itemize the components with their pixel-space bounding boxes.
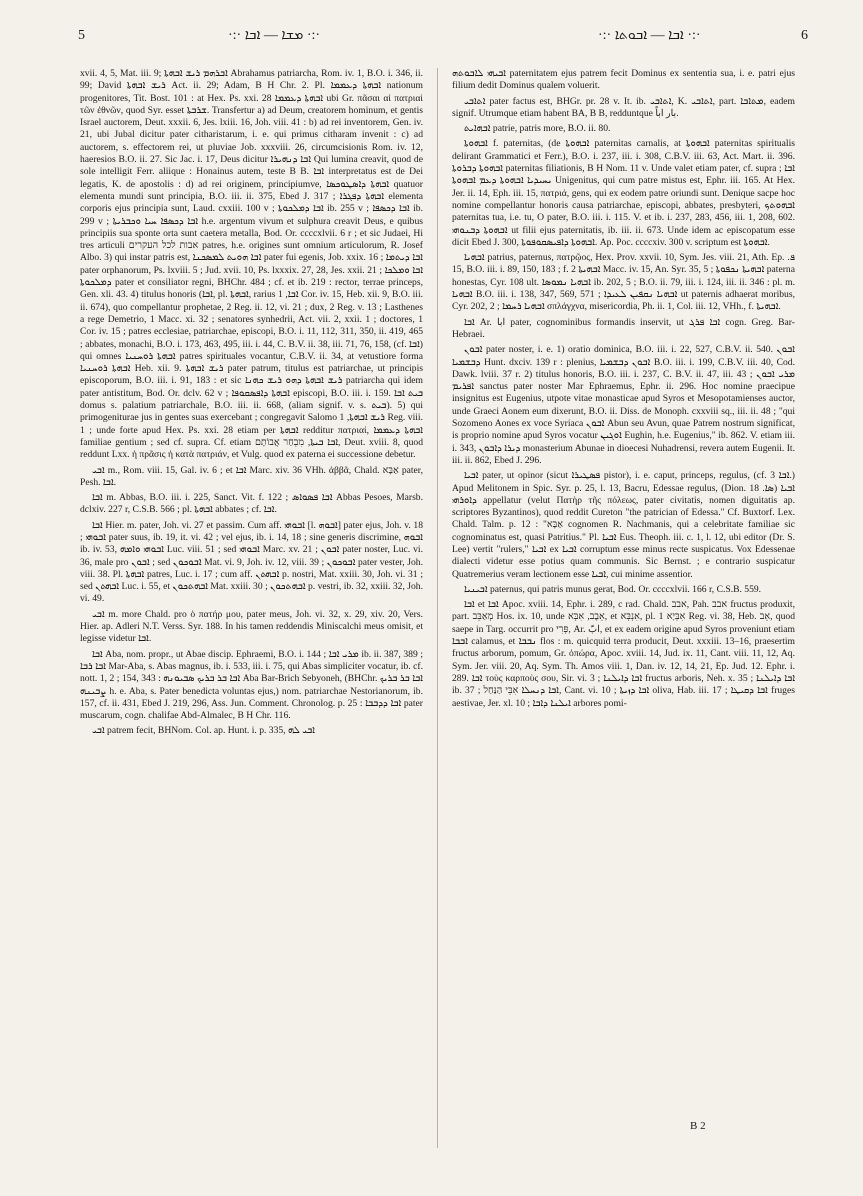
page-number-left: 5 [78, 28, 85, 43]
entry-paragraph: ܐܒܝ m., Rom. viii. 15, Gal. iv. 6 ; et ܐܒܐ Marc. xiv. 36 VHh. ἀββᾶ, Chald. אַבָּא pater, Pesh. ܐܒܐ. [80, 464, 423, 488]
entry-paragraph: ܐܒܝܗܝ ܠܐܒܘܬܗ paternitatem ejus patrem fecit Dominus ex sententia sua, i. e. patri ejus filium dedit Dominus qualem voluerit. [452, 68, 795, 92]
entry-paragraph: ܐܬܐܒܝ pater factus est, BHGr. pr. 28 v. It. ib. ܐܬܐܒܝ, K. ܐܬܐܒܝ, part. ܡܬܐܒܐ, eadem signif. Utrumque etiam habent BA, B B, redduntque بار اباً. [452, 95, 795, 119]
entry-paragraph: ܐܒܗܘܬܐ f. paternitas, (de ܐܒܗܘܬܐ paternitas carnalis, at ܐܒܗܘܬܐ paternitas spiritualis delirant Grammatici et Ferr.), B.O. i. 237, iii. i. 308, C.B.V. iii. 63, Act. Mart. ii. 396. ܐܒܗܘܬܐ ܕܒܪܘܬܐ paternitas filiationis, B H Nom. 11 v. Unde valet etiam pater, cf. supra ܐܒܐ ; ܝܚܝܕܝܐ ܐܒܗܘܬܐ ܕܥܡ ܐܒܗܘܬܐ Unigenitus, qui cum patre mistus est, Ephr. iii. 165. At Hex. Jer. ii. 14, Eph. iii. 15, πατριά, gens, qui ex eodem patre oriundi sunt. Denique sacpe hoc nomine compellantur honoris causa patriarchae, episcopi, abbates, presbyteri, ܐܒܗܘܬܟ paternitas tua, i.e. tu, O pater, B.O. iii. i. 115. V. et ib. i. 237, 283, 456, iii. 1, 208, 602. ܐܒܗܘܬܐ ܕܒܢܘܗܝ ut filii ejus paternitatis, ib. iii. ii. 673. Unde idem ac episcopatum esse dicit Ebed J. 300, ܐܒܗܘܬܐ ܕܐܦܝܣܩܘܦܘܬܐ. Ap. Poc. ccccxiv. 300 v. scriptum est ܐܒܗܘܬܐ. [452, 138, 795, 248]
entry-paragraph: ܐܒܐ Ar. ابا pater, cognominibus formandis inservit, ut ܐܒܐ ܦܪܓ cogn. Greg. Bar-Hebraei. [452, 316, 795, 340]
page-number-right: 6 [801, 28, 808, 43]
entry-paragraph: ܐܒܝ m. more Chald. pro ὁ πατήρ μου, pater meus, Joh. vi. 32, x. 29, xiv. 20, Vers. Hier. ap. Adleri N.T. Verss. Syr. 188. In his tamen reddendis Miniscalchi meus omisit, et legisse videtur ܐܒܐ. [80, 608, 423, 645]
entry-paragraph: ܐܒܐ m. Abbas, B.O. iii. i. 225, Sanct. Vit. f. 122 ; ܐܒܐ ܦܣܘܐܣ Abbas Pesoes, Marsb. dclxiv. 227 r, C.S.B. 566 ; pl. ܐܒܗܬܐ abbates ; cf. ܐܒܐ. [80, 492, 423, 516]
entry-paragraph: ܐܒܐ Hier. m. pater, Joh. vi. 27 et passim. Cum aff. ܐܒܘܗܝ [l. ܐܒܘܗ] pater ejus, Joh. v. 18 ; ܐܒܘܗܝ pater suus, ib. 19, it. vi. 42 ; vel ejus, ib. i. 14, 18 ; sine generis discrimine, ܐܒܘܗ ib. iv. 53, ܐܒܘܗܝ ܘܐܡܗ Luc. viii. 51 ; sed ܐܒܘܗܝ Marc. xv. 21 ; ܐܒܘܢ pater noster, Luc. vi. 36, male pro ܐܒܘܢ ; sed ܐܒܘܟܘܢ Mat. vi. 9, Joh. iv. 12, viii. 39 ; ܐܒܘܟܘܢ pater vester, Joh. viii. 38. Pl. ܐܒܗܬܐ patres, Luc. i. 17 ; cum aff. ܐܒܗܬܢ p. nostri, Mat. xxiii. 30, Joh. vi. 31 ; sed ܐܒܗܬܢ Luc. i. 55, et ܐܒܗܬܟܘܢ Mat. xxiii. 30 ; ܐܒܗܬܟܘܢ p. vestri, ib. 32, xxiii. 32, Joh. vi. 49. [80, 519, 423, 605]
entry-paragraph: ܐܒܝܐ pater, ut opinor (sicut ܦܣܛܝܪܐ pistor), i. e. caput, princeps, regulus, (cf. ܐܒܐ 3.) Apud Melitonem in Spic. Syr. p. 25, l. 13, Bacru, Edessae regulus, (Dion. ܣܐ. 18) ܐܒܝܐ ܕܐܘܪܗܝ appellatur (velut Πατὴρ τῆς πόλεως, pater civitatis, nomen diguitatis ap. scriptores Byzantinos), quod reddit Cureton "the patrician of Edessa." Cf. Buxtorf. Lex. Chald. Talm. p. 12 : "אַבָּא cognomen R. Nachmanis, qui a celebritate familiae sic cognominatus est, quasi Patritius." Pl. ܐܒܝܐ Eus. Theoph. iii. c. 1, l. 12, ubi editor (Dr. S. Lee) vertit "rulers," ܐܒܝܐ ex ܐܒܝܐ corruptum esse minus recte suspicatus. Vox Edessenae dialecti videtur esse potius quam communis. Sic Bernst. ; e contrario suspicatur Quatremerius veram lectionem esse ܐܒܝܐ, cui minime assentior. [452, 470, 795, 580]
entry-paragraph: ܐܒܝ patrem fecit, BHNom. Col. ap. Hunt. i. p. 335, ܐܒܝ ܠܗ [92, 725, 315, 737]
page-header [78, 28, 808, 50]
running-title-left: ·:· ܡܫܐ — ܐܒܐ ·:· [228, 28, 321, 43]
entry-paragraph: ܐܒܗܐܝܬ patrie, patris more, B.O. ii. 80. [464, 123, 611, 135]
entry-paragraph: xvii. 4, 5, Mat. iii. 9; ܐܒܪܗܡ ܪܝܫ ܐܒܗܬܐ Abrahamus patriarcha, Rom. iv. 1, B.O. i. 346, ii. 99; David ܪܝܫ ܐܒܗܬܐ Act. ii. 29; Adam, B H Chr. 2. Pl. ܐܒܗܬܐ ܕܥܡܡܐ nationum progenitores, Tit. Bost. 101 : at Hex. Ps. xxi. 28 ܐܒܗܬܐ ܕܥܡܡܐ ubi Gr. πᾶσαι αἱ πατριαὶ τῶν ἐθνῶν, quod Syr. esset ܫܪܒܬܐ. Transfertur a) ad Deum, creatorem hominum, et gentis Israel auctorem, Deut. xxxii. 6, Jes. lxiii. 16, Joh. viii. 41 : b) ad rei inventorem, Gen. iv. 21, ubi Jubal dicitur pater citharistarum, i. e. qui primus citharam invenit : c) ad auctorem, s. effectorem rei, ut pluviae Job. xxxviii. 26, circumcisionis Rom. iv. 12, haeresios B.O. ii. 27. Sic Jac. i. 17, Deus dicitur ܐܒܐ ܕܢܗܝܪܐ Qui lumina creavit, quod de sole intelligit Ferr. aliique : Honainus autem, teste B B. ܐܒܐ interpretatus est de Dei legatis, K. de apostolis : d) ad rei originem, principiumve, ܐܒܗܬܐ ܕܐܣܛܘܟܣܐ quatuor elementa mundi sunt principia, B.O. iii. ii. 375, Ebed J. 317 ; ܐܒܗܬܐ ܕܦܓܪܐ elementa corporis ejus principia sunt, Laud. cxxiii. 100 v ; ܐܒܐ ܕܡܠܟܘܬܐ ib. 255 v ; ܐܒܐ ܕܟܣܦܐ ib. 299 v ; ܐܒܐ ܕܟܣܦܐ ܚܝܐ ܘܟܒܪܝܬܐ h.e. argentum vivum et sulphura creavit Deus, e quibus principiis sua sponte orta sunt caetera metalla, Bod. Or. ccccxlvii. 6 r ; et sic Judaei, Hi tres articuli אבות לכל העקרים patres, h.e. origines sunt omnium articulorum, R. Josef Albo. 3) qui instar patris est, ܐܒܐ ܗܘܝܬ ܠܡܣܟܢܐ pater fui egenis, Job. xxix. 16 ; ܐܒܐ ܕܝܬܡܐ pater orphanorum, Ps. lxviii. 5 ; Jud. xvii. 10, Ps. lxxxix. 27, 28, Jes. xxii. 21 ; ܐܒܐ ܘܡܠܟܐ ܕܡܠܟܘܬܐ pater et consiliator regni, BHChr. 484 ; cf. et ib. 219 : rector, terrae princeps, Gen. xli. 43. 4) titulus honoris (ܐܒܐ, pl. ܐܒܗܬܐ, rarius ܐܒܐ, 1 Cor. iv. 15, Heb. xii. 9, B.O. iii. ii. 674), quo compellantur prophetae, 2 Reg. ii. 12, vi. 21 ; dux, 2 Reg. v. 13 ; Lasthenes a rege Demetrio, 1 Macc. xi. 32 ; senatores synhedrii, Act. vii. 2, xxii. 1 ; doctores, 1 Cor. iv. 15 ; patres ecclesiae, patriarchae, episcopi, B.O. i. 11, 112, 311, 350, ii. 419, 465 ; abbates, monachi, B.O. i. 173, 463, 495, iii. i. 44, C. B.V. ii. 38, iii. 71, 76, 158, (cf. ܐܒܐ) qui omnes ܐܒܗܬܐ ܪܘܚܢܝܐ patres spirituales vocantur, C.B.V. ii. 34, at vetustiore forma ܐܒܗܬܐ ܪܘܚܢܝܐ Heb. xii. 9. ܪܝܫ ܐܒܗܬܐ pater patrum, titulus est patriarchae, ut principis episcoporum, B.O. iii. i. 91, 183 : et sic ܪܝܫ ܐܒܗܬܐ ܕܗܘ ܪܝܫ ܟܗܢܐ patriarcha qui idem pater antistitum, Bod. Or. dclv. 62 v ; ܐܒܗܬܐ ܕܐܦܣܩܘܦܐ episcopi, B.O. iii. i. 159. ܒܝܬ ܐܒܐ domus s. palatium patriarchale, B.O. iii. ii. 668, (aliam signif. v. s. ܒܝܬ). 5) qui primogeniturae jus in gentes suas exercebant ; congregavit Salomo ܪܝܫ ܐܒܗܬܐ, 1 Reg. viii. 1 ; unde forte apud Hex. Ps. xxi. 28 etiam per ܐܒܗܬܐ redditur πατριαί, ܐܒܗܬܐ ܕܥܡܡܐ familiae gentium ; sed cf. supra. Cf. etiam ܐܒܐ ܒܝܬܐ, מִבְחַר אֲבוֹתָם, Deut. xviii. 8, quod reddunt Lxx. ἡ πρᾶσις ἡ κατὰ πατριάν, et Vulg. quod ex paterna ei successione debetur. [80, 68, 423, 461]
column-divider [437, 68, 438, 1148]
entry-paragraph: ܐܒܘܢ pater noster, i. e. 1) oratio dominica, B.O. iii. i. 22, 527, C.B.V. ii. 540. ܐܒܘܢ ܕܒܫܡܝܐ Hunt. dxciv. 139 r : plenius, ܐܒܘܢ ܕܒܫܡܝܐ B.O. iii. i. 199, C.B.V. iii. 40, Cod. Dawk. lviii. 37 r. 2) titulus honoris, B.O. iii. i. 237, C. B.V. ii. 47, iii. 43 ; ܡܪܝ ܐܒܘܢ ܐܦܪܝܡ sanctus pater noster Mar Ephraemus, Ephr. ii. 296. Hoc nomine praecipue insignitus est Eugenius, utpote vitae monasticae apud Syros et Mesopotamienses auctor, unde Graeci Aonem eum dixerunt, B.O. ii. Diss. de Monoph. cxxviii sq., iii. ii. 48 ; "qui Sozomeno Aones ex voce Syriaca ܐܒܘܢ Abun seu Avun, quae Patrem nostrum significat, is proprio nomine apud Syros vocatur ܐܘܓܝܢ Eughin, h.e. Eugenius," ib. 862. V. etiam iii. i. 343, ܕܝܪܐ ܕܐܒܘܢ monasterium Abunae in dioecesi Nuhadrensi, revera autem Eugenii. It. iii. ii. 862, Ebed J. 296. [452, 344, 795, 466]
signature-mark: B 2 [690, 1120, 706, 1132]
right-column [452, 68, 795, 1158]
entry-paragraph: ܐܒܝܢܝܐ paternus, qui patris munus gerat, Bod. Or. ccccxlvii. 166 r, C.S.B. 559. [464, 583, 762, 595]
left-column [80, 68, 423, 1158]
entry-paragraph: ܐܒܐ et ܐܒܐ Apoc. xviii. 14, Ephr. i. 289, c rad. Chald. אבב, Pah. אבב fructus produxit, part. מְאַבֵּב Hos. ix. 10, unde אֵבֶב, אִבְּא, et אִנְבְּא, pl. אִבְּיָא 1 Reg. vi. 38, Heb. אֵב, quod saepe in Targ. occurrit pro פְּרִי, Ar. ابّ, et ex eadem origine apud Syros proveniunt etiam ܐܒܒܐ calamus, et ܢܒܒܐ flos : m. quicquid terra producit, Deut. xxxiii. 13–16, praesertim fructus arborum, pomum, Gr. ὀπώρα, Apoc. xviii. 14, Jud. ix. 11, Cant. viii. 11, 12, Aq. Sym. Jer. viii. 20, Aq. Sym. Th. Amos viii. 1, Dan. iv. 12, 14, 21, Ep. Jud. 12. Ephr. i. 289. ܐܒܐ τοὺς καρποὺς σου, Sir. vi. 3 ; ܐܒܐ ܕܐܝܠܢܐ fructus arboris, Neh. x. 35 ; ܐܒܐ ܕܐܝܠܢܐ ib. 37 ; ܐܒܐ ܕܢܚܠܐ אִבֵּי הַנַּחַל, Cant. vi. 10 ; ܐܒܐ ܕܙܝܬܐ oliva, Hab. iii. 17 ; ܐܒܐ ܕܩܝܛܐ fruges aestivae, Jer. xl. 10 ; ܐܝܠܢܐ ܕܐܒܐ arbores pomi- [452, 599, 795, 709]
running-title-right: ·:· ܐܒܐ — ܐܒܘܬܐ ·:· [598, 28, 701, 43]
entry-paragraph: ܐܒܗܝܐ patrius, paternus, πατρῷος, Hex. Prov. xxvii. 10, Sym. Jes. viii. 21, Ath. Ep. ܦ. 15, B.O. iii. i. 89, 150, 183 ; f. ܐܒܗܝܬܐ 2 Macc. iv. 15, An. Syr. 35, 5 ; ܐܒܗܝܬܐ ܢܟܦܘܬܐ paterna honestas, Cyr. 108 ult. ܐܒܗܝܐ ܢܡܘܣܐ ib. 202, 5 ; B.O. ii. 79, iii. i. 124, iii. ii. 346 : pl. m. ܐܒܗܝܐ B.O. iii. i. 138, 347, 569, 571 ; ܐܒܗܝܐ ܢܩܦܝܢ ܠܥܝܕܐ ut paternis adhaerat moribus, Cyr. 202, 2 ; ܐܒܗܝܐ ܪܚܡܐ σπλάγχνα, misericordia, Ph. ii. 1, Col. iii. 12, VHh., f. ܐܒܗܝܬܐ. [452, 252, 795, 313]
entry-paragraph: ܐܒܐ Aba, nom. propr., ut Abae discip. Ephraemi, B.O. i. 144 ; ܡܪܝ ܐܒܐ ib. ii. 387, 389 ; ܐܒܐ ܪܒܐ Mar-Aba, s. Abas magnus, ib. i. 533, iii. i. 75, qui Abas simpliciter vocatur, ib. cf. nott. 1, 2 ; 154, 343 : ܐܒܐ ܒܪ ܒܪܝܟ ܣܒܝܘܢܗ Aba Bar-Brich Sebyoneh, (BHChr. ܐܒܐ ܒܪ ܒܪܝܟ ܨܒܝܢܗ h. e. Aba, s. Pater benedicta voluntas ejus,) nom. patriarchae Nestorianorum, ib. 157, cf. ii. 431, Ebed J. 219, 296, Ass. Jun. Comment. Chronolog. p. 25 : ܐܒܐ ܕܕܒܒܐ pater muscarum, cogn. chalifae Abd-Almalec, B H Chr. 116. [80, 648, 423, 722]
